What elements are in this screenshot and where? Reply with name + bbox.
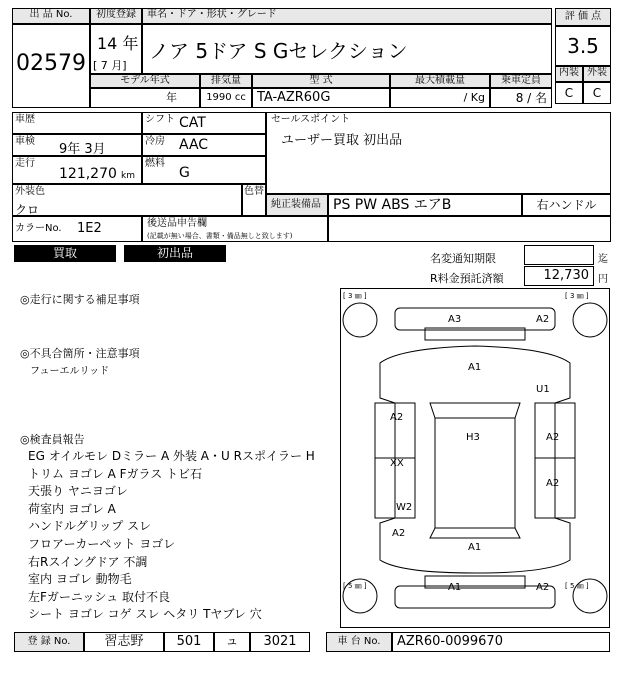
mileage-label: 走行: [15, 158, 35, 169]
ac-label: 冷房: [145, 136, 165, 147]
interior-grade: C: [555, 82, 583, 104]
recolor-label: 色替: [244, 186, 264, 197]
mark-u1: U1: [536, 384, 550, 395]
mark-a2-right-rear: A2: [546, 478, 560, 489]
lot-no-label: 出 品 No.: [12, 8, 90, 24]
driving-heading: ◎走行に関する補足事項: [20, 293, 140, 306]
mark-a1-hood: A1: [468, 362, 482, 373]
aftermarket-note: (記載が無い場合、書類・備品無しと致します): [147, 232, 293, 240]
reg-number: 3021: [250, 632, 310, 652]
displacement-label: 排気量: [200, 74, 252, 88]
exterior-label: 外装: [583, 66, 611, 82]
ac-cell: [142, 134, 266, 156]
report-line: 右Rスイングドア 不調: [28, 554, 148, 569]
ext-color-cell: [12, 184, 242, 216]
exterior-grade: C: [583, 82, 611, 104]
recycle-unit: 円: [598, 274, 608, 285]
reg-kana: ュ: [214, 632, 250, 652]
tag-first-listing: 初出品: [124, 245, 226, 262]
first-reg-month: [ 7 月]: [93, 59, 127, 72]
interior-label: 内装: [555, 66, 583, 82]
mark-a2-bottom: A2: [536, 582, 550, 593]
eval-score: 3.5: [555, 26, 611, 66]
recycle-label: R料金預託済額: [430, 272, 504, 285]
inspection-value: 9年 3月: [59, 142, 106, 157]
tire-depth-bottom-left: [ 5 ㎜ ]: [343, 582, 367, 590]
sales-point-label: セールスポイント: [271, 114, 351, 125]
model-year-unit: 年: [90, 88, 200, 108]
aftermarket-cell: [142, 216, 328, 242]
mark-w2: W2: [396, 502, 413, 513]
lot-no: 02579: [12, 24, 90, 108]
report-line: ハンドルグリップ スレ: [28, 519, 152, 534]
reg-no-label: 登 録 No.: [14, 632, 84, 652]
report-line: 天張り ヤニヨゴレ: [28, 484, 128, 499]
mark-a2-left-rear: A2: [392, 528, 406, 539]
first-reg-year: 14 年: [97, 34, 139, 53]
mileage-cell: [12, 156, 142, 184]
mark-a1-bottom: A1: [448, 582, 462, 593]
inspection-cell: [12, 134, 142, 156]
fuel-cell: [142, 156, 266, 184]
tire-depth-top-right: [ 3 ㎜ ]: [565, 292, 589, 300]
handle-value: 右ハンドル: [522, 194, 611, 216]
tire-depth-bottom-right: [ 5 ㎜ ]: [565, 582, 589, 590]
defects-heading: ◎不具合箇所・注意事項: [20, 347, 140, 360]
name-change-label: 名変通知期限: [430, 252, 496, 265]
color-no-cell: [12, 216, 142, 242]
load-label: 最大積載量: [390, 74, 490, 88]
history-cell: [12, 112, 142, 134]
recolor-cell: [242, 184, 266, 216]
capacity-label: 乗車定員: [490, 74, 552, 88]
report-line: フロアーカーペット ヨゴレ: [28, 536, 176, 551]
model-type: TA-AZR60G: [252, 88, 390, 108]
equipment-label: 純正装備品: [266, 194, 328, 216]
mark-h3: H3: [466, 432, 480, 443]
mark-xx: XX: [390, 458, 404, 469]
aftermarket-value: [328, 216, 611, 242]
color-no-label: カラーNo.: [15, 223, 62, 234]
chassis-no: AZR60-0099670: [392, 632, 610, 652]
ext-color-label: 外装色: [15, 186, 45, 197]
report-line: トリム ヨゴレ A Fガラス トビ石: [28, 466, 203, 481]
report-line: 荷室内 ヨゴレ A: [28, 501, 116, 516]
first-reg-box: [90, 24, 142, 74]
mileage-value: 121,270: [59, 166, 117, 182]
shift-cell: [142, 112, 266, 134]
ext-color-value: クロ: [15, 203, 40, 217]
ac-value: AAC: [179, 137, 209, 153]
mileage-unit: km: [121, 171, 135, 181]
fuel-label: 燃料: [145, 158, 165, 169]
chassis-label: 車 台 No.: [326, 632, 392, 652]
mark-a3-top: A3: [448, 314, 462, 325]
first-reg-label: 初度登録: [90, 8, 142, 24]
car-diagram: [340, 288, 610, 628]
displacement: 1990 cc: [200, 88, 252, 108]
color-no-value: 1E2: [77, 221, 102, 236]
mark-a2-left-front: A2: [390, 412, 404, 423]
aftermarket-label: 後送品申告欄: [147, 218, 207, 229]
name-change-box: [524, 245, 594, 265]
defects-text: フューエルリッド: [30, 366, 110, 377]
name-change-unit: 迄: [598, 254, 608, 265]
car-name-label: 車名・ドア・形状・グレード: [142, 8, 552, 24]
car-name: ノア 5ドア S Gセレクション: [142, 24, 552, 74]
mark-a1-rear: A1: [468, 542, 482, 553]
model-year-label: モデル年式: [90, 74, 200, 88]
history-label: 車歴: [15, 114, 35, 125]
type-label: 型 式: [252, 74, 390, 88]
tag-buyback: 買取: [14, 245, 116, 262]
sales-point-value: ユーザー買取 初出品: [281, 133, 403, 148]
report-line: 室内 ヨゴレ 動物毛: [28, 572, 132, 587]
fuel-value: G: [179, 165, 190, 181]
max-load: / Kg: [390, 88, 490, 108]
report-line: 左Fガーニッシュ 取付不良: [28, 589, 170, 604]
inspection-label: 車検: [15, 136, 35, 147]
shift-label: シフト: [145, 114, 175, 125]
equipment-value: PS PW ABS エアB: [328, 194, 522, 216]
mark-a2-top: A2: [536, 314, 550, 325]
eval-label: 評 価 点: [555, 8, 611, 26]
inspector-report: [28, 448, 328, 624]
tire-depth-top-left: [ 3 ㎜ ]: [343, 292, 367, 300]
inspector-heading: ◎検査員報告: [20, 433, 85, 446]
reg-area: 習志野: [84, 632, 164, 652]
reg-class: 501: [164, 632, 214, 652]
report-line: EG オイルモレ Dミラー A 外装 A・U Rスポイラー H: [28, 449, 315, 463]
recycle-amount: 12,730: [524, 266, 594, 286]
shift-value: CAT: [179, 115, 206, 131]
sales-point-cell: [266, 112, 611, 194]
report-line: シート ヨゴレ コゲ スレ ヘタリ Tヤブレ 穴: [28, 607, 262, 622]
mark-a2-right-front: A2: [546, 432, 560, 443]
capacity: 8 / 名: [490, 88, 552, 108]
